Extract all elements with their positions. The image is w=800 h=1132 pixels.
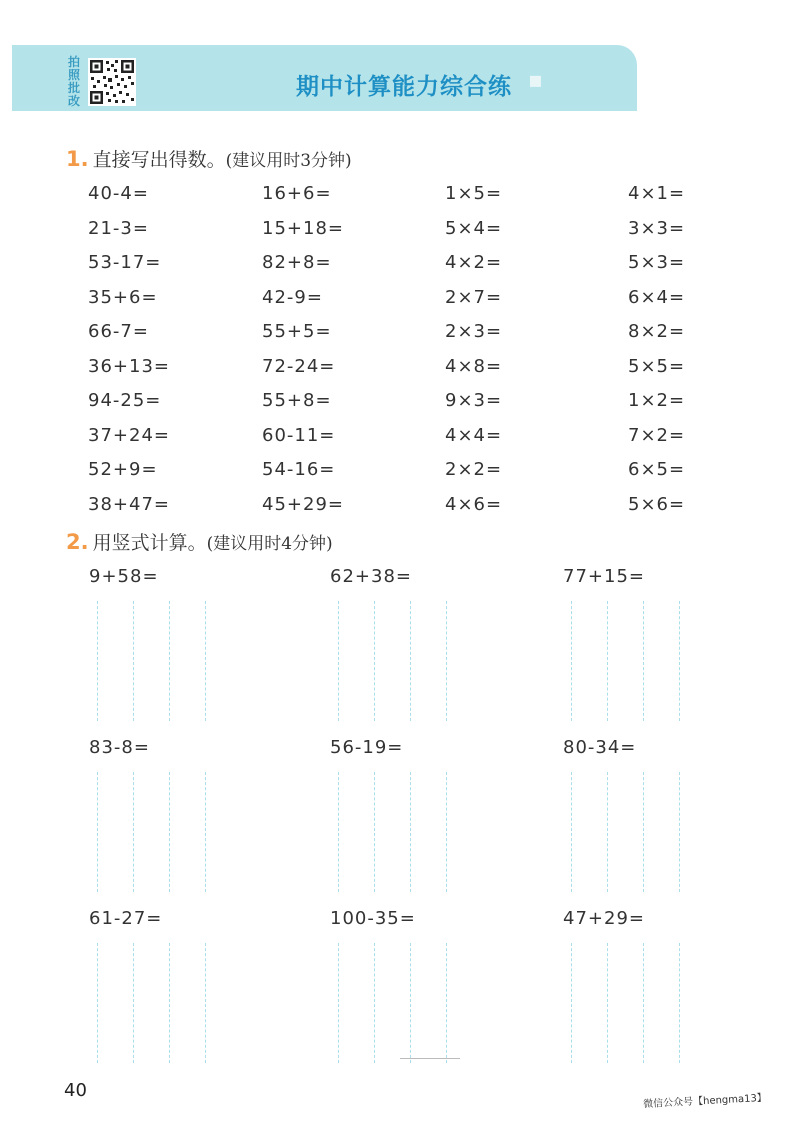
vertical-calc-problem: 62+38= (330, 566, 412, 587)
work-area-guide (374, 772, 375, 892)
vertical-calc-problem: 9+58= (89, 566, 159, 587)
mental-math-problem: 8×2= (628, 321, 686, 342)
work-area-guide (410, 943, 411, 1063)
mental-math-problem: 2×3= (445, 321, 503, 342)
mental-math-problem: 94-25= (88, 390, 162, 411)
section-1-hint: (建议用时3分钟) (225, 151, 352, 171)
mental-math-problem: 42-9= (262, 286, 323, 308)
mental-math-problem: 6×5= (628, 459, 686, 480)
section-1-heading (66, 145, 352, 172)
work-area-guide (446, 772, 447, 892)
mental-math-problem: 15+18= (262, 217, 344, 239)
section-2-number: 2. (66, 530, 89, 554)
work-area-guide (169, 772, 170, 892)
mental-math-problem: 52+9= (88, 459, 158, 480)
work-area-guide (446, 943, 447, 1063)
mental-math-problem: 5×5= (628, 355, 686, 377)
mental-math-problem: 40-4= (88, 183, 149, 204)
work-area-guide (679, 601, 680, 721)
vertical-calc-problem: 47+29= (563, 908, 645, 929)
mental-math-problem: 21-3= (88, 217, 149, 239)
section-2-hint: (建议用时4分钟) (206, 534, 333, 554)
mental-math-problem: 4×1= (628, 183, 686, 204)
work-area-guide (338, 772, 339, 892)
vertical-calc-problem: 80-34= (563, 737, 637, 758)
qr-code-icon[interactable] (88, 58, 136, 106)
work-area-guide (679, 772, 680, 892)
work-area-guide (133, 772, 134, 892)
mental-math-problem: 1×5= (445, 183, 503, 204)
work-area-guide (374, 943, 375, 1063)
mental-math-problem: 2×7= (445, 286, 503, 308)
mental-math-problem: 7×2= (628, 424, 686, 446)
page-number: 40 (64, 1080, 87, 1101)
work-area-guide (205, 943, 206, 1063)
mental-math-problem: 5×3= (628, 252, 686, 273)
work-area-guide (97, 772, 98, 892)
mental-math-problem: 82+8= (262, 252, 332, 273)
mental-math-problem: 36+13= (88, 355, 170, 377)
scan-grade-label: 拍 照 批 改 (67, 55, 80, 108)
work-area-guide (571, 943, 572, 1063)
mental-math-problem: 60-11= (262, 424, 336, 446)
mental-math-problem: 55+8= (262, 390, 332, 411)
mental-math-problem: 16+6= (262, 183, 332, 204)
mental-math-problem: 6×4= (628, 286, 686, 308)
work-area-guide (679, 943, 680, 1063)
mental-math-problem: 5×4= (445, 217, 503, 239)
footer-divider (400, 1058, 460, 1059)
mental-math-problem: 45+29= (262, 493, 344, 515)
mental-math-problem: 37+24= (88, 424, 170, 446)
work-area-guide (169, 601, 170, 721)
work-area-guide (169, 943, 170, 1063)
mental-math-problem: 72-24= (262, 355, 336, 377)
work-area-guide (374, 601, 375, 721)
mental-math-problem: 3×3= (628, 217, 686, 239)
mental-math-problem: 38+47= (88, 493, 170, 515)
work-area-guide (410, 601, 411, 721)
work-area-guide (643, 601, 644, 721)
mental-math-problem: 53-17= (88, 252, 162, 273)
section-2-title: 用竖式计算。 (92, 532, 207, 554)
mental-math-problem: 35+6= (88, 286, 158, 308)
work-area-guide (205, 772, 206, 892)
work-area-guide (607, 943, 608, 1063)
section-2-heading (66, 528, 333, 555)
mental-math-problem: 4×2= (445, 252, 503, 273)
section-1-title: 直接写出得数。 (92, 149, 226, 171)
vertical-calc-problem: 61-27= (89, 908, 163, 929)
mental-math-problem: 2×2= (445, 459, 503, 480)
title-decoration: ▪ (528, 68, 543, 93)
mental-math-problem: 1×2= (628, 390, 686, 411)
work-area-guide (607, 601, 608, 721)
mental-math-problem: 55+5= (262, 321, 332, 342)
section-1-number: 1. (66, 147, 89, 171)
work-area-guide (97, 943, 98, 1063)
watermark: 微信公众号【hengma13】 (642, 1092, 768, 1111)
work-area-guide (607, 772, 608, 892)
work-area-guide (571, 601, 572, 721)
mental-math-problem: 4×6= (445, 493, 503, 515)
work-area-guide (205, 601, 206, 721)
work-area-guide (643, 943, 644, 1063)
work-area-guide (133, 601, 134, 721)
vertical-calc-problem: 83-8= (89, 737, 150, 758)
work-area-guide (643, 772, 644, 892)
mental-math-problem: 5×6= (628, 493, 686, 515)
mental-math-problem: 4×8= (445, 355, 503, 377)
page-title: 期中计算能力综合练 (296, 74, 512, 100)
vertical-calc-problem: 56-19= (330, 737, 404, 758)
work-area-guide (338, 943, 339, 1063)
mental-math-problem: 54-16= (262, 459, 336, 480)
mental-math-problem: 9×3= (445, 390, 503, 411)
mental-math-problem: 4×4= (445, 424, 503, 446)
work-area-guide (133, 943, 134, 1063)
work-area-guide (410, 772, 411, 892)
work-area-guide (97, 601, 98, 721)
work-area-guide (338, 601, 339, 721)
mental-math-problem: 66-7= (88, 321, 149, 342)
work-area-guide (571, 772, 572, 892)
vertical-calc-problem: 77+15= (563, 566, 645, 587)
vertical-calc-problem: 100-35= (330, 908, 416, 929)
work-area-guide (446, 601, 447, 721)
